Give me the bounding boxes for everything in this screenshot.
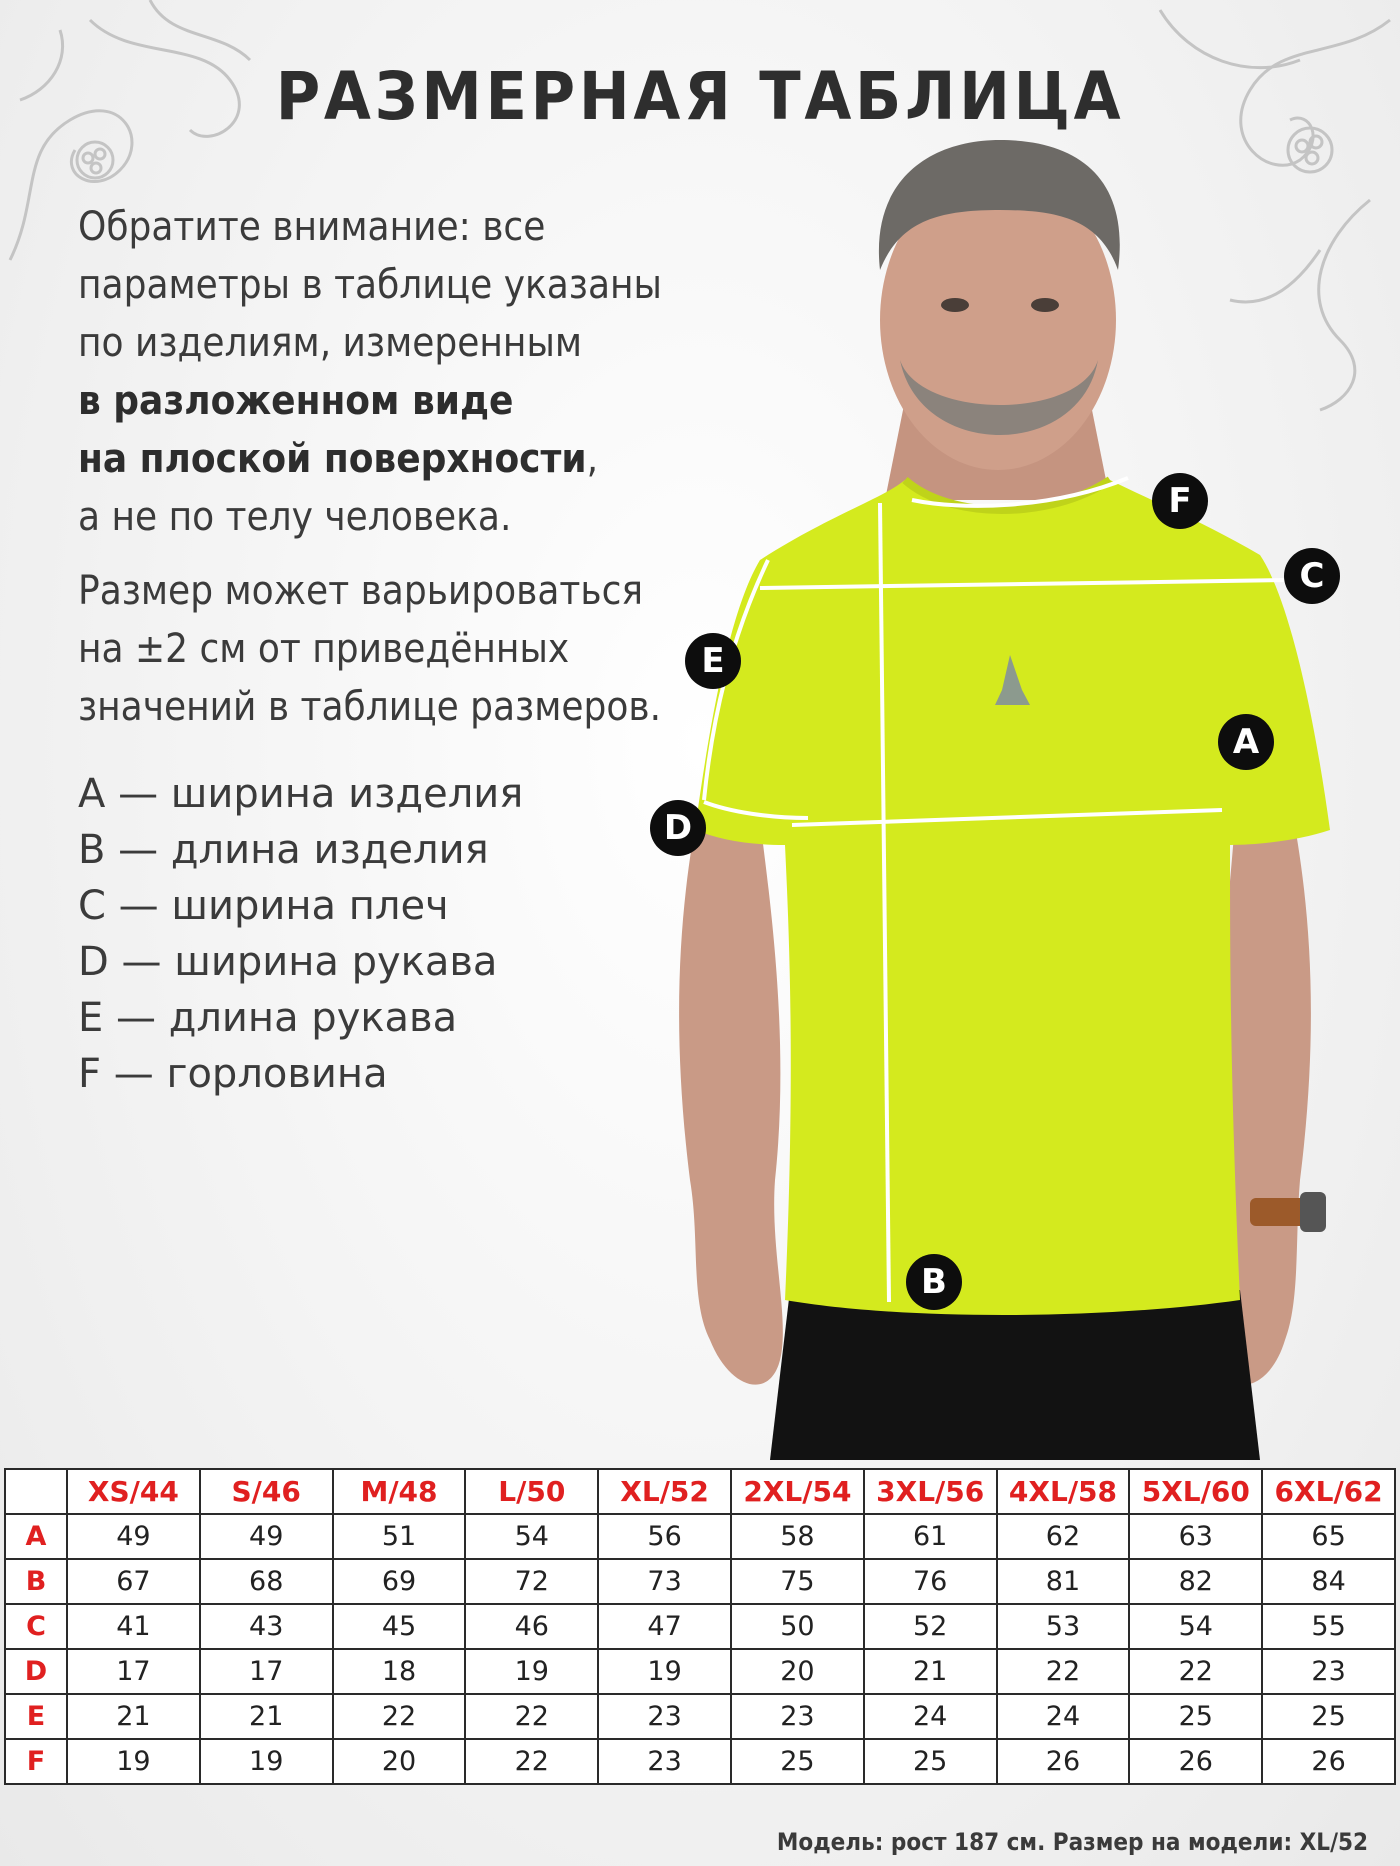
table-cell: 75	[731, 1559, 864, 1604]
table-cell: 23	[1262, 1649, 1395, 1694]
table-cell: 24	[864, 1694, 997, 1739]
size-header: XS/44	[67, 1469, 200, 1514]
table-cell: 22	[997, 1649, 1130, 1694]
size-header: M/48	[333, 1469, 466, 1514]
table-row	[5, 1559, 1395, 1604]
size-header: 4XL/58	[997, 1469, 1130, 1514]
model-photo	[620, 120, 1400, 1460]
table-cell: 53	[997, 1604, 1130, 1649]
size-header: 3XL/56	[864, 1469, 997, 1514]
table-cell: 21	[864, 1649, 997, 1694]
notice-emphasis: на плоской поверхности	[78, 436, 587, 482]
table-cell: 61	[864, 1514, 997, 1559]
table-cell: 19	[465, 1649, 598, 1694]
table-row	[5, 1604, 1395, 1649]
marker-b: B	[906, 1254, 962, 1310]
row-label: A	[5, 1514, 67, 1559]
size-header: S/46	[200, 1469, 333, 1514]
table-cell: 21	[200, 1694, 333, 1739]
legend-item: F — горловина	[78, 1051, 388, 1097]
notice-comma: ,	[586, 436, 599, 482]
table-cell: 18	[333, 1649, 466, 1694]
marker-e: E	[685, 633, 741, 689]
page-title: РАЗМЕРНАЯ ТАБЛИЦА	[275, 58, 1125, 135]
table-cell: 25	[731, 1739, 864, 1784]
notice-line: а не по телу человека.	[78, 494, 512, 540]
table-cell: 25	[1129, 1694, 1262, 1739]
legend-item: C — ширина плеч	[78, 883, 449, 929]
table-cell: 26	[1262, 1739, 1395, 1784]
table-cell: 45	[333, 1604, 466, 1649]
notice-line: параметры в таблице указаны	[78, 262, 662, 308]
table-cell: 26	[997, 1739, 1130, 1784]
legend-item: D — ширина рукава	[78, 939, 498, 985]
table-cell: 56	[598, 1514, 731, 1559]
notice-line: на ±2 см от приведённых	[78, 626, 570, 672]
table-cell: 24	[997, 1694, 1130, 1739]
notice-emphasis: в разложенном виде	[78, 378, 514, 424]
row-label: E	[5, 1694, 67, 1739]
table-cell: 76	[864, 1559, 997, 1604]
table-cell: 62	[997, 1514, 1130, 1559]
table-cell: 67	[67, 1559, 200, 1604]
table-row	[5, 1739, 1395, 1784]
size-header: XL/52	[598, 1469, 731, 1514]
table-cell: 54	[465, 1514, 598, 1559]
table-cell: 17	[67, 1649, 200, 1694]
marker-a: A	[1218, 714, 1274, 770]
table-cell: 49	[67, 1514, 200, 1559]
model-pants	[770, 1290, 1260, 1460]
model-footnote: Модель: рост 187 см. Размер на модели: XL/52	[776, 1828, 1368, 1856]
table-cell: 47	[598, 1604, 731, 1649]
legend-item: B — длина изделия	[78, 827, 489, 873]
table-cell: 63	[1129, 1514, 1262, 1559]
table-cell: 50	[731, 1604, 864, 1649]
row-label: D	[5, 1649, 67, 1694]
table-cell: 84	[1262, 1559, 1395, 1604]
table-cell: 52	[864, 1604, 997, 1649]
legend-item: A — ширина изделия	[78, 771, 524, 817]
table-cell: 19	[200, 1739, 333, 1784]
notice-line: Обратите внимание: все	[78, 204, 546, 250]
table-cell: 26	[1129, 1739, 1262, 1784]
table-cell: 55	[1262, 1604, 1395, 1649]
table-cell: 22	[465, 1739, 598, 1784]
table-cell: 68	[200, 1559, 333, 1604]
table-cell: 72	[465, 1559, 598, 1604]
notice-line: Размер может варьироваться	[78, 568, 643, 614]
table-cell: 65	[1262, 1514, 1395, 1559]
size-header: 6XL/62	[1262, 1469, 1395, 1514]
marker-f: F	[1152, 473, 1208, 529]
notice-line: значений в таблице размеров.	[78, 684, 661, 730]
table-cell: 22	[465, 1694, 598, 1739]
table-cell: 41	[67, 1604, 200, 1649]
table-cell: 23	[598, 1694, 731, 1739]
table-cell: 54	[1129, 1604, 1262, 1649]
table-row	[5, 1649, 1395, 1694]
legend-item: E — длина рукава	[78, 995, 458, 1041]
size-header: L/50	[465, 1469, 598, 1514]
table-cell: 20	[333, 1739, 466, 1784]
table-row	[5, 1694, 1395, 1739]
table-cell: 49	[200, 1514, 333, 1559]
table-cell: 58	[731, 1514, 864, 1559]
table-header-row	[5, 1469, 1395, 1514]
table-cell: 82	[1129, 1559, 1262, 1604]
table-cell: 22	[1129, 1649, 1262, 1694]
table-cell: 73	[598, 1559, 731, 1604]
row-label: C	[5, 1604, 67, 1649]
table-cell: 17	[200, 1649, 333, 1694]
table-cell: 46	[465, 1604, 598, 1649]
notice-line: по изделиям, измеренным	[78, 320, 583, 366]
table-corner-cell	[5, 1469, 67, 1514]
row-label: F	[5, 1739, 67, 1784]
table-cell: 19	[67, 1739, 200, 1784]
measurement-legend	[78, 766, 523, 1102]
table-row	[5, 1514, 1395, 1559]
marker-d: D	[650, 800, 706, 856]
table-cell: 23	[598, 1739, 731, 1784]
table-cell: 81	[997, 1559, 1130, 1604]
table-cell: 25	[1262, 1694, 1395, 1739]
marker-c: C	[1284, 548, 1340, 604]
table-cell: 43	[200, 1604, 333, 1649]
table-cell: 20	[731, 1649, 864, 1694]
table-cell: 19	[598, 1649, 731, 1694]
model-left-arm	[679, 800, 783, 1385]
table-cell: 21	[67, 1694, 200, 1739]
row-label: B	[5, 1559, 67, 1604]
table-cell: 23	[731, 1694, 864, 1739]
table-cell: 51	[333, 1514, 466, 1559]
size-header: 5XL/60	[1129, 1469, 1262, 1514]
size-header: 2XL/54	[731, 1469, 864, 1514]
table-body	[5, 1514, 1395, 1784]
size-table	[4, 1468, 1396, 1785]
table-cell: 22	[333, 1694, 466, 1739]
table-cell: 69	[333, 1559, 466, 1604]
table-cell: 25	[864, 1739, 997, 1784]
